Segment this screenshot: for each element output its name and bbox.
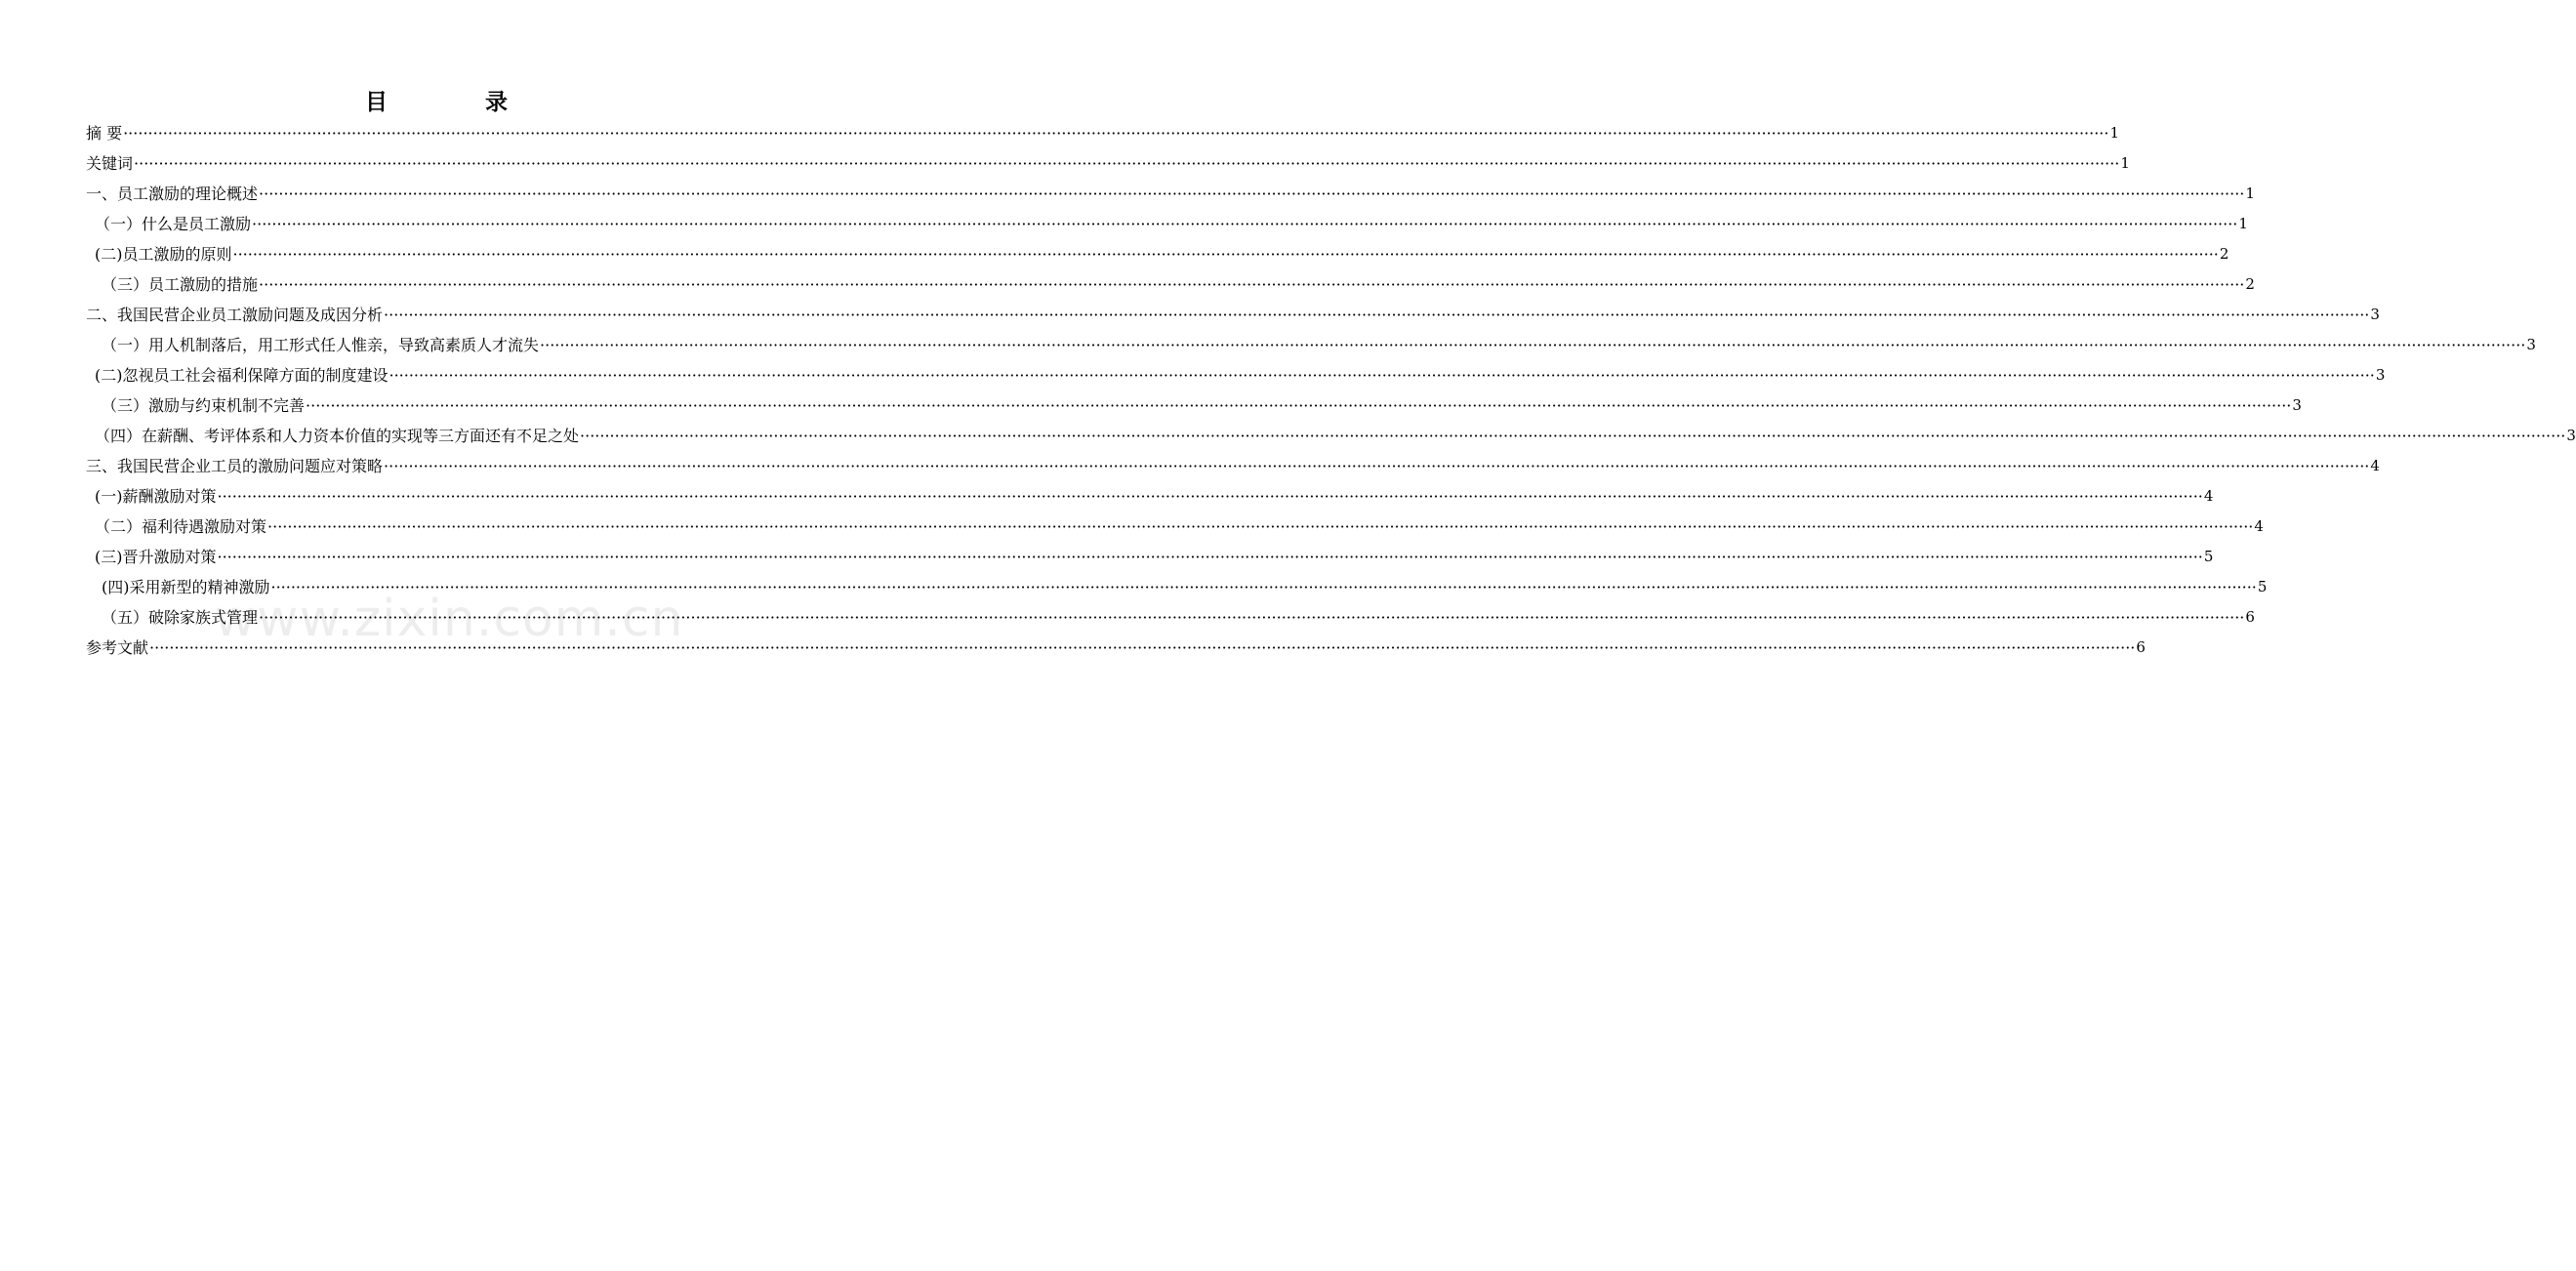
toc-entry-page: 3: [2375, 366, 2386, 384]
toc-entry-page: 3: [2526, 336, 2536, 353]
toc-leader: ················································································································································································································································································································································································································: [384, 306, 2370, 324]
toc-entry-page: 3: [2370, 306, 2380, 323]
toc-leader: ················································································································································································································································································································································································································: [259, 184, 2245, 203]
toc-entry-text: （三）激励与约束机制不完善: [102, 396, 306, 415]
watermark: www.zixin.com.cn: [214, 590, 684, 648]
toc-entry[interactable]: [86, 179, 2255, 209]
toc-entry[interactable]: [102, 330, 2536, 360]
toc-entry[interactable]: [95, 209, 2248, 239]
toc-title: 目 录: [364, 90, 552, 115]
toc-entry-text: 参考文献: [86, 638, 149, 657]
toc-leader: ················································································································································································································································································································································································································: [232, 245, 2219, 264]
toc-leader: ················································································································································································································································································································································································································: [306, 396, 2292, 415]
toc-entry-text: （一）什么是员工激励: [95, 215, 252, 233]
toc-entry-text: （二）福利待遇激励对策: [95, 517, 267, 536]
toc-leader: ················································································································································································································································································································································································································: [384, 457, 2370, 475]
toc-entry-page: 3: [2292, 396, 2302, 414]
toc-entry[interactable]: [95, 542, 2214, 572]
toc-leader: ················································································································································································································································································································································································································: [388, 366, 2375, 385]
toc-leader: ················································································································································································································································································································································································································: [540, 336, 2526, 354]
toc-entry-text: 三、我国民营企业工员的激励问题应对策略: [86, 457, 384, 475]
toc-entry-text: 摘 要: [86, 124, 123, 143]
toc-leader: ················································································································································································································································································································································································································: [580, 427, 2566, 445]
toc-entry-text: (一)薪酬激励对策: [95, 487, 217, 506]
toc-entry-text: （四）在薪酬、考评体系和人力资本价值的实现等三方面还有不足之处: [95, 427, 580, 445]
toc-entry-text: 二、我国民营企业员工激励问题及成因分析: [86, 306, 384, 324]
toc-entry-page: 6: [2245, 608, 2255, 626]
toc-entry-text: （三）员工激励的措施: [102, 275, 259, 294]
toc-leader: ················································································································································································································································································································································································································: [149, 638, 2136, 657]
toc-entry-text: 关键词: [86, 154, 134, 173]
toc-entry-page: 5: [2257, 578, 2268, 595]
toc-entry-text: （一）用人机制落后，用工形式任人惟亲，导致高素质人才流失: [102, 336, 540, 354]
toc-entry[interactable]: [86, 118, 2120, 148]
toc-entry[interactable]: [86, 300, 2380, 330]
toc-entry[interactable]: [102, 390, 2302, 421]
toc-entry-page: 1: [2245, 184, 2255, 202]
toc-entry[interactable]: [102, 572, 2268, 602]
toc-entry[interactable]: [95, 239, 2229, 269]
toc-entry-text: (二)员工激励的原则: [95, 245, 232, 264]
toc-entry[interactable]: [102, 602, 2255, 633]
toc-entry[interactable]: [86, 633, 2146, 663]
toc-entry-page: 3: [2566, 427, 2576, 444]
toc-entry-page: 4: [2254, 517, 2264, 535]
toc-leader: ················································································································································································································································································································································································································: [252, 215, 2238, 233]
toc-entry-page: 4: [2370, 457, 2380, 474]
toc-entry[interactable]: [102, 269, 2255, 300]
toc-entry[interactable]: [86, 451, 2380, 481]
toc-leader: ················································································································································································································································································································································································································: [270, 578, 2257, 596]
toc-leader: ················································································································································································································································································································································································································: [123, 124, 2109, 143]
toc-entry-page: 6: [2136, 638, 2146, 656]
toc-entry-page: 2: [2245, 275, 2255, 293]
toc-entry-text: 一、员工激励的理论概述: [86, 184, 259, 203]
toc-leader: ················································································································································································································································································································································································································: [259, 275, 2245, 294]
toc-entry-page: 1: [2238, 215, 2248, 232]
toc-entry-page: 1: [2109, 124, 2120, 142]
toc-entry-page: 4: [2203, 487, 2214, 505]
toc-entry[interactable]: [95, 421, 2576, 451]
toc-entry[interactable]: [95, 360, 2386, 390]
toc-entry-text: （五）破除家族式管理: [102, 608, 259, 627]
toc-leader: ················································································································································································································································································································································································································: [267, 517, 2254, 536]
toc-leader: ················································································································································································································································································································································································································: [217, 548, 2203, 566]
toc-entry-page: 5: [2203, 548, 2214, 565]
toc-leader: ················································································································································································································································································································································································································: [134, 154, 2120, 173]
toc-leader: ················································································································································································································································································································································································································: [259, 608, 2245, 627]
toc-entry-text: (四)采用新型的精神激励: [102, 578, 270, 596]
toc-entry-page: 1: [2120, 154, 2130, 172]
toc-entry[interactable]: [86, 148, 2130, 179]
toc-entry-text: (二)忽视员工社会福利保障方面的制度建设: [95, 366, 388, 385]
toc-leader: ················································································································································································································································································································································································································: [217, 487, 2203, 506]
toc-entry-text: (三)晋升激励对策: [95, 548, 217, 566]
toc-entry[interactable]: [95, 512, 2264, 542]
toc-entry-page: 2: [2219, 245, 2229, 263]
toc-entry[interactable]: [95, 481, 2214, 512]
